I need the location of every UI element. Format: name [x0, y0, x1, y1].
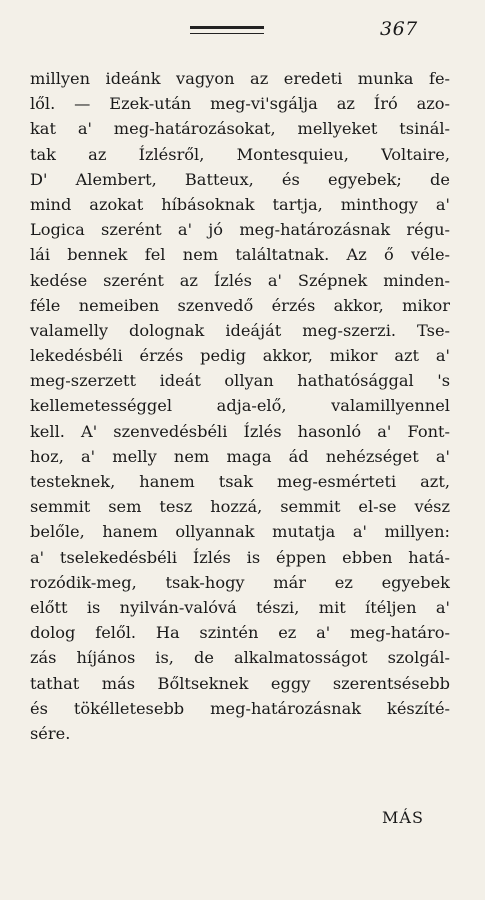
text-line: és tökélletesebb meg-határozásnak készíté-: [30, 698, 450, 718]
text-line: tathat más Bőltseknek eggy szerentsésebb: [30, 673, 450, 693]
text-line: előtt is nyilván-valóvá tészi, mit ítéljen a': [30, 597, 450, 617]
text-line: meg-szerzett ideát ollyan hathatósággal 's: [30, 371, 450, 391]
text-line: testeknek, hanem tsak meg-esmérteti azt,: [30, 472, 450, 491]
text-line: belőle, hanem ollyannak mutatja a' millyen:: [30, 522, 450, 542]
text-line: Logica szerént a' jó meg-határozásnak régu-: [30, 220, 450, 240]
text-line: lől. — Ezek-után meg-vi'sgálja az Író azo-: [30, 94, 450, 114]
text-line: kellemetességgel adja-elő, valamillyennel: [30, 396, 450, 416]
text-line: dolog felől. Ha szintén ez a' meg-határo-: [30, 623, 450, 643]
text-line: zás híjános is, de alkalmatosságot szolgál-: [30, 648, 450, 668]
page-number: 367: [380, 18, 418, 40]
body-text: [30, 66, 450, 746]
text-line: kedése szerént az Ízlés a' Szépnek minden-: [30, 270, 450, 290]
text-line: millyen ideánk vagyon az eredeti munka fe-: [30, 69, 450, 88]
text-line: kat a' meg-határozásokat, mellyeket tsinál-: [30, 119, 450, 139]
text-line: rozódik-meg, tsak-hogy már ez egyebek: [30, 572, 450, 592]
text-line: valamelly dolognak ideáját meg-szerzi. Tse-: [30, 320, 450, 340]
text-line: hoz, a' melly nem maga ád nehézséget a': [30, 446, 450, 466]
text-line: féle nemeiben szenvedő érzés akkor, mikor: [30, 295, 450, 315]
text-line: lekedésbéli érzés pedig akkor, mikor azt a': [30, 346, 450, 366]
text-line: tak az Ízlésről, Montesquieu, Voltaire,: [30, 144, 450, 164]
text-line: lái bennek fel nem találtatnak. Az ő véle-: [30, 245, 450, 265]
text-line: semmit sem tesz hozzá, semmit el-se vész: [30, 497, 450, 517]
header-rule: [190, 26, 264, 34]
text-line: mind azokat híbásoknak tartja, minthogy a': [30, 194, 450, 214]
text-line: a' tselekedésbéli Ízlés is éppen ebben hatá-: [30, 547, 450, 567]
text-line: sére.: [30, 723, 71, 743]
text-line: D' Alembert, Batteux, és egyebek; de: [30, 169, 450, 189]
text-line: kell. A' szenvedésbéli Ízlés hasonló a' Font-: [30, 421, 450, 441]
catchword: MÁS: [382, 808, 424, 827]
